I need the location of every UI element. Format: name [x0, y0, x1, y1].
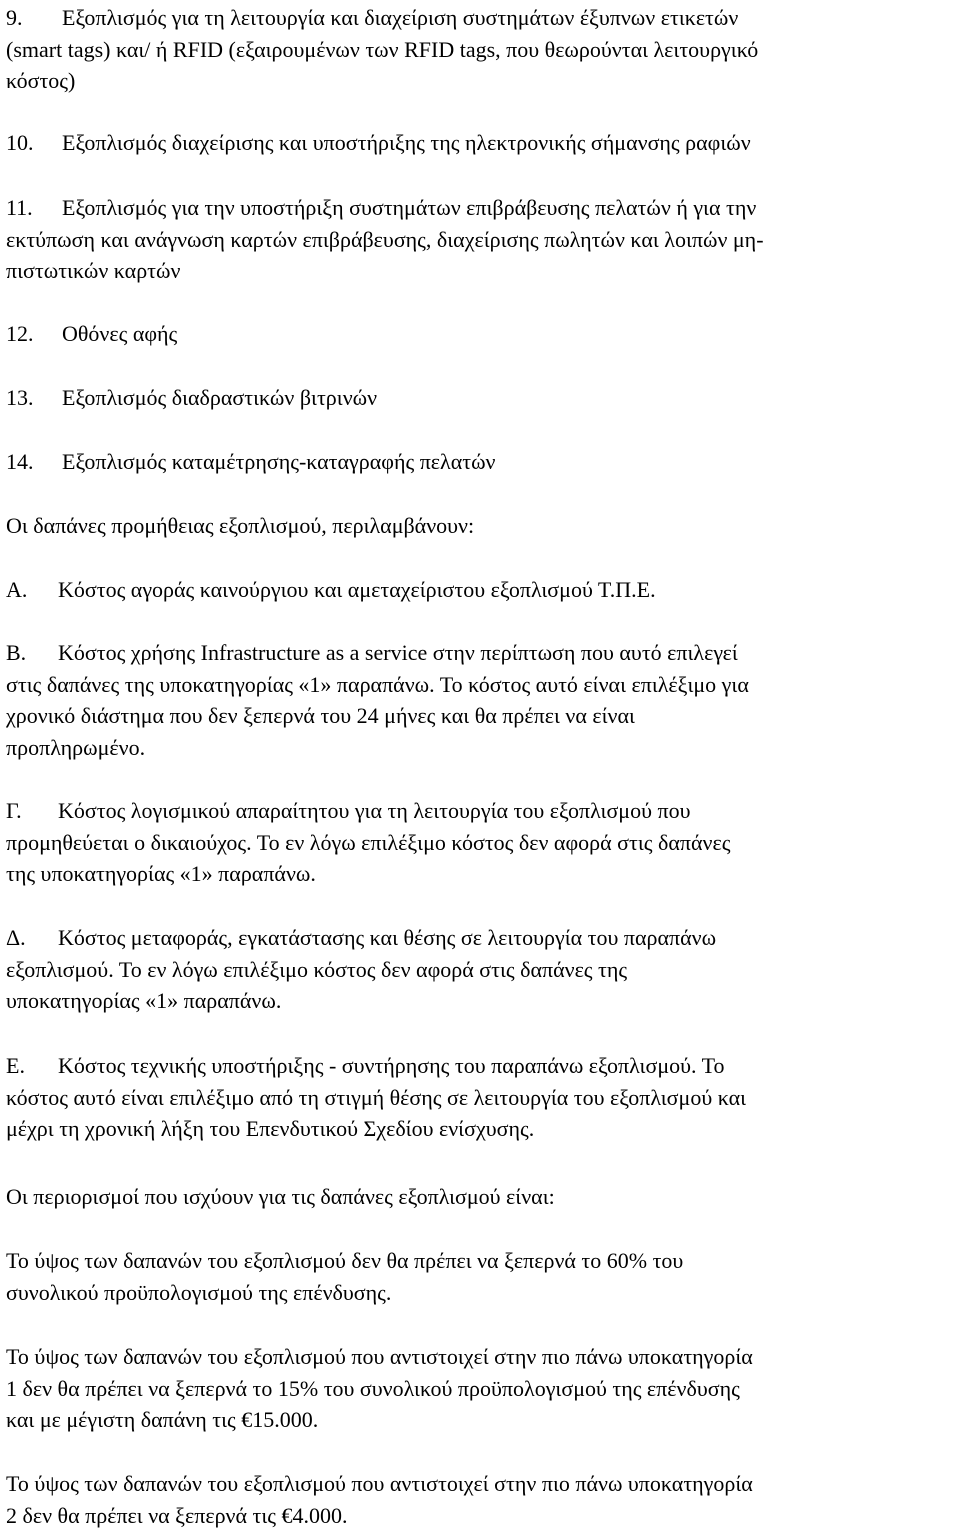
limit-paragraph — [6, 1468, 954, 1531]
limit-text-line: συνολικού προϋπολογισμού της επένδυσης. — [6, 1279, 392, 1305]
item-text-line: Εξοπλισμός διαχείρισης και υποστήριξης της ηλεκτρονικής σήμανσης ραφιών — [62, 130, 751, 155]
cost-label: Α. — [6, 577, 28, 602]
list-item-12 — [6, 318, 954, 350]
limit-paragraph — [6, 1245, 954, 1308]
item-number: 14. — [6, 449, 34, 474]
cost-item-c — [6, 795, 954, 890]
cost-text-line: Κόστος χρήσης Infrastructure as a service στην περίπτωση που αυτό επιλεγεί — [58, 640, 738, 665]
limit-text-line: και με μέγιστη δαπάνη τις €15.000. — [6, 1407, 319, 1432]
item-number: 10. — [6, 130, 34, 155]
item-number: 13. — [6, 385, 34, 410]
item-text-line: Οθόνες αφής — [62, 321, 178, 346]
costs-intro: Οι δαπάνες προμήθειας εξοπλισμού, περιλαμβάνουν: — [6, 513, 475, 538]
list-item-10 — [6, 127, 954, 159]
cost-text-line: μέχρι τη χρονική λήξη του Επενδυτικού Σχεδίου ενίσχυσης. — [6, 1116, 535, 1141]
cost-text-line: προπληρωμένο. — [6, 734, 146, 760]
list-item-11 — [6, 192, 954, 287]
cost-text-line: Κόστος τεχνικής υποστήριξης - συντήρησης του παραπάνω εξοπλισμού. Το — [58, 1053, 725, 1078]
cost-text-line: Κόστος αγοράς καινούργιου και αμεταχείριστου εξοπλισμού Τ.Π.Ε. — [58, 577, 656, 602]
item-number: 11. — [6, 195, 33, 220]
cost-text-line: υποκατηγορίας «1» παραπάνω. — [6, 988, 282, 1013]
cost-label: Ε. — [6, 1053, 25, 1078]
cost-text-line: χρονικό διάστημα που δεν ξεπερνά του 24 μήνες και θα πρέπει να είναι — [6, 703, 635, 728]
item-text-line: (smart tags) και/ ή RFID (εξαιρουμένων των RFID tags, που θεωρούνται λειτουργικό — [6, 36, 759, 62]
item-number: 9. — [6, 5, 23, 30]
item-text-line: πιστωτικών καρτών — [6, 258, 181, 283]
cost-label: Γ. — [6, 798, 22, 823]
item-text-line: κόστος) — [6, 68, 76, 93]
cost-text-line: της υποκατηγορίας «1» παραπάνω. — [6, 861, 316, 886]
cost-label: Δ. — [6, 925, 26, 950]
limit-paragraph — [6, 1341, 954, 1436]
limit-text-line: Το ύψος των δαπανών του εξοπλισμού που αντιστοιχεί στην πιο πάνω υποκατηγορία — [6, 1471, 753, 1496]
limit-text-line: 1 δεν θα πρέπει να ξεπερνά το 15% του συνολικού προϋπολογισμού της επένδυσης — [6, 1375, 740, 1401]
item-text-line: Εξοπλισμός για την υποστήριξη συστημάτων επιβράβευσης πελατών ή για την — [62, 195, 757, 220]
item-text-line: Εξοπλισμός διαδραστικών βιτρινών — [62, 385, 378, 410]
item-text-line: Εξοπλισμός καταμέτρησης-καταγραφής πελατών — [62, 449, 496, 474]
limit-text-line: Το ύψος των δαπανών του εξοπλισμού που αντιστοιχεί στην πιο πάνω υποκατηγορία — [6, 1344, 753, 1369]
cost-text-line: εξοπλισμού. Το εν λόγω επιλέξιμο κόστος δεν αφορά στις δαπάνες της — [6, 956, 628, 982]
cost-item-b — [6, 637, 954, 763]
item-number: 12. — [6, 321, 34, 346]
limit-text-line: 2 δεν θα πρέπει να ξεπερνά τις €4.000. — [6, 1502, 348, 1528]
limits-intro: Οι περιορισμοί που ισχύουν για τις δαπάνες εξοπλισμού είναι: — [6, 1184, 555, 1209]
cost-text-line: κόστος αυτό είναι επιλέξιμο από τη στιγμή θέσης σε λειτουργία του εξοπλισμού και — [6, 1084, 747, 1110]
item-text-line: εκτύπωση και ανάγνωση καρτών επιβράβευσης, διαχείρισης πωλητών και λοιπών μη- — [6, 226, 764, 252]
list-item-14 — [6, 446, 954, 478]
cost-text-line: Κόστος λογισμικού απαραίτητου για τη λειτουργία του εξοπλισμού που — [58, 798, 691, 823]
item-text-line: Εξοπλισμός για τη λειτουργία και διαχείριση συστημάτων έξυπνων ετικετών — [62, 5, 739, 30]
limit-text-line: Το ύψος των δαπανών του εξοπλισμού δεν θα πρέπει να ξεπερνά το 60% του — [6, 1248, 684, 1273]
cost-text-line: προμηθεύεται ο δικαιούχος. Το εν λόγω επιλέξιμο κόστος δεν αφορά στις δαπάνες — [6, 829, 731, 855]
cost-label: Β. — [6, 640, 27, 665]
cost-item-a — [6, 574, 954, 606]
cost-text-line: Κόστος μεταφοράς, εγκατάστασης και θέσης σε λειτουργία του παραπάνω — [58, 925, 717, 950]
list-item-9 — [6, 2, 954, 97]
list-item-13 — [6, 382, 954, 414]
cost-text-line: στις δαπάνες της υποκατηγορίας «1» παραπάνω. Το κόστος αυτό είναι επιλέξιμο για — [6, 671, 749, 697]
cost-item-d — [6, 922, 954, 1017]
cost-item-e — [6, 1050, 954, 1145]
